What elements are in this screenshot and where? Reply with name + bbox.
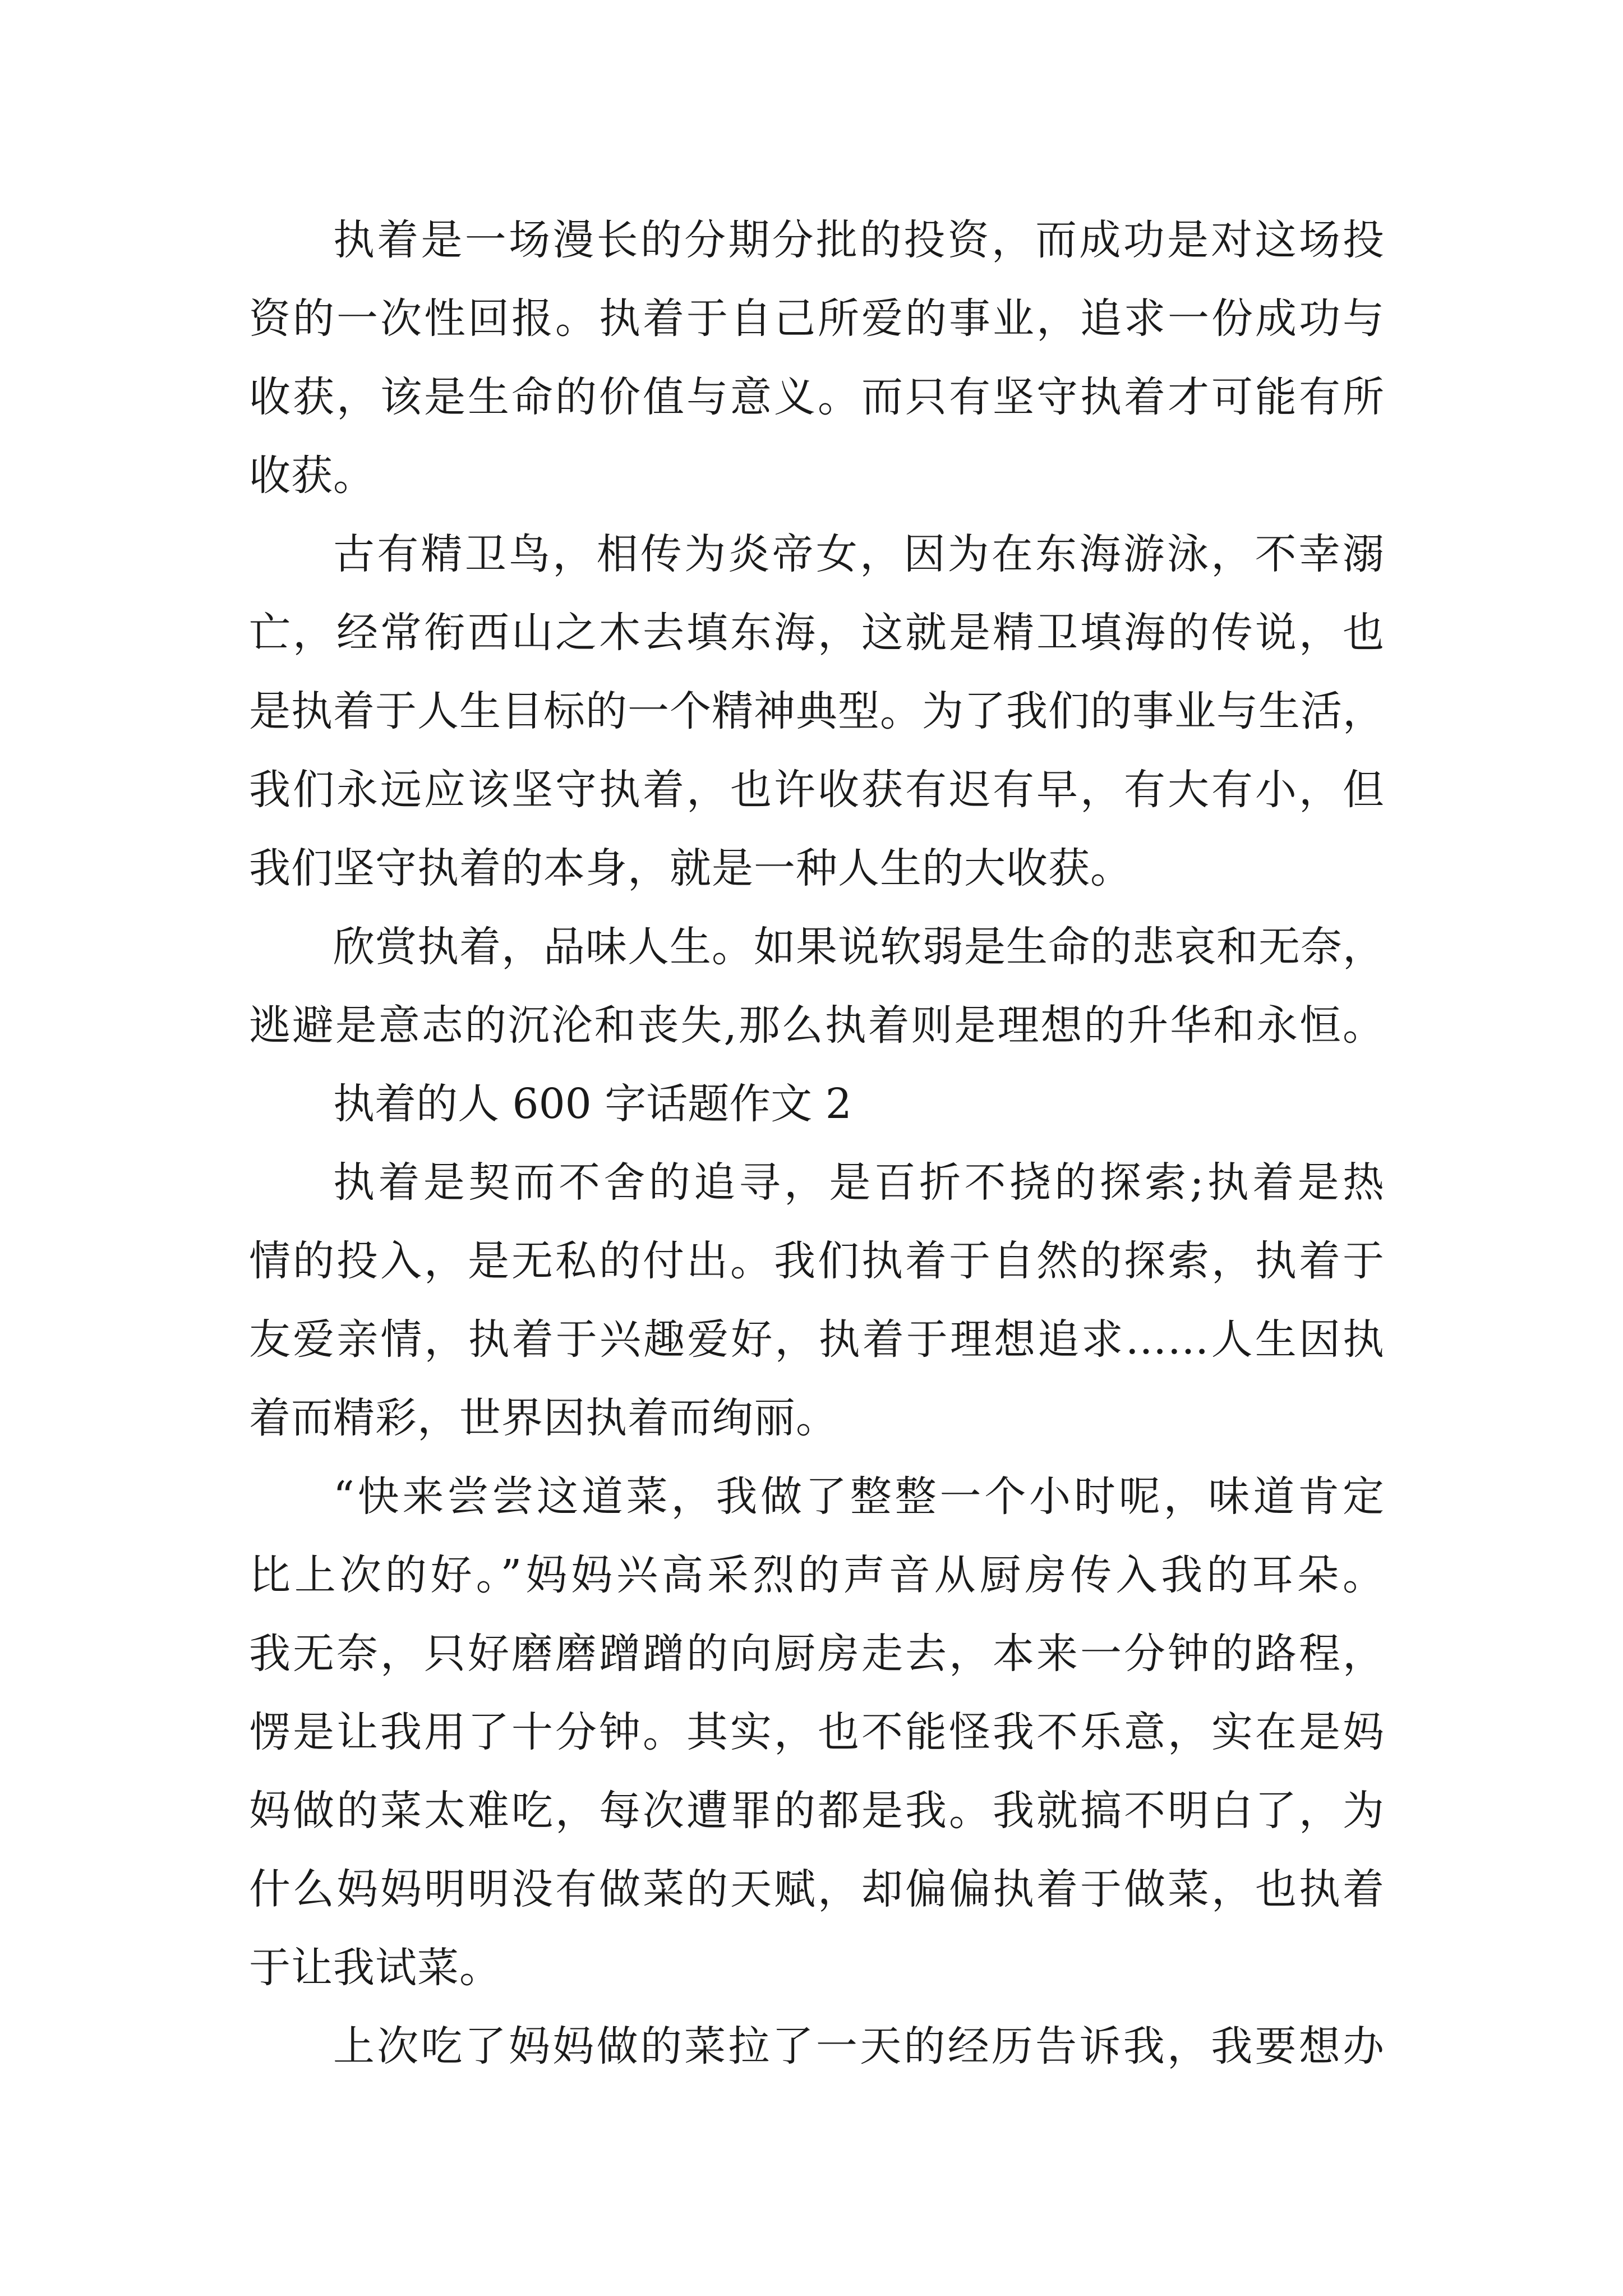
paragraph-4-line-4: 着而精彩，世界因执着而绚丽。 [249, 1394, 838, 1442]
paragraph-5-line-2: 比上次的好。”妈妈兴高采烈的声音从厨房传入我的耳朵。 [249, 1551, 1385, 1599]
paragraph-5-line-6: 什么妈妈明明没有做菜的天赋，却偏偏执着于做菜，也执着 [249, 1865, 1385, 1913]
paragraph-1-line-1: 执着是一场漫长的分期分批的投资，而成功是对这场投 [333, 216, 1385, 264]
paragraph-3-line-1: 欣赏执着，品味人生。如果说软弱是生命的悲哀和无奈， [333, 923, 1385, 971]
paragraph-5-line-4: 愣是让我用了十分钟。其实，也不能怪我不乐意，实在是妈 [249, 1708, 1385, 1756]
paragraph-2-line-5: 我们坚守执着的本身，就是一种人生的大收获。 [249, 844, 1132, 892]
paragraph-5-line-7: 于让我试菜。 [249, 1944, 501, 1992]
paragraph-5-line-3: 我无奈，只好磨磨蹭蹭的向厨房走去，本来一分钟的路程， [249, 1630, 1385, 1678]
paragraph-2-line-3: 是执着于人生目标的一个精神典型。为了我们的事业与生活， [249, 687, 1385, 735]
paragraph-1-line-3: 收获，该是生命的价值与意义。而只有坚守执着才可能有所 [249, 373, 1385, 421]
paragraph-4-line-1: 执着是契而不舍的追寻，是百折不挠的探索;执着是热 [333, 1158, 1385, 1207]
paragraph-6-line-1: 上次吃了妈妈做的菜拉了一天的经历告诉我，我要想办 [333, 2022, 1385, 2070]
paragraph-3-line-2: 逃避是意志的沉沦和丧失,那么执着则是理想的升华和永恒。 [249, 1001, 1385, 1050]
paragraph-4-line-2: 情的投入，是无私的付出。我们执着于自然的探索，执着于 [249, 1237, 1385, 1285]
paragraph-1-line-2: 资的一次性回报。执着于自己所爱的事业，追求一份成功与 [249, 295, 1385, 343]
paragraph-4-line-3: 友爱亲情，执着于兴趣爱好，执着于理想追求……人生因执 [249, 1315, 1385, 1364]
paragraph-2-line-4: 我们永远应该坚守执着，也许收获有迟有早，有大有小，但 [249, 766, 1385, 814]
section-heading: 执着的人 600 字话题作文 2 [333, 1080, 852, 1128]
paragraph-1-line-4: 收获。 [249, 452, 375, 500]
paragraph-2-line-1: 古有精卫鸟，相传为炎帝女，因为在东海游泳，不幸溺 [333, 530, 1385, 578]
document-body [249, 201, 1385, 2086]
paragraph-5-line-1: “快来尝尝这道菜，我做了整整一个小时呢，味道肯定 [333, 1473, 1385, 1521]
paragraph-5-line-5: 妈做的菜太难吃，每次遭罪的都是我。我就搞不明白了，为 [249, 1787, 1385, 1835]
paragraph-2-line-2: 亡，经常衔西山之木去填东海，这就是精卫填海的传说，也 [249, 609, 1385, 657]
